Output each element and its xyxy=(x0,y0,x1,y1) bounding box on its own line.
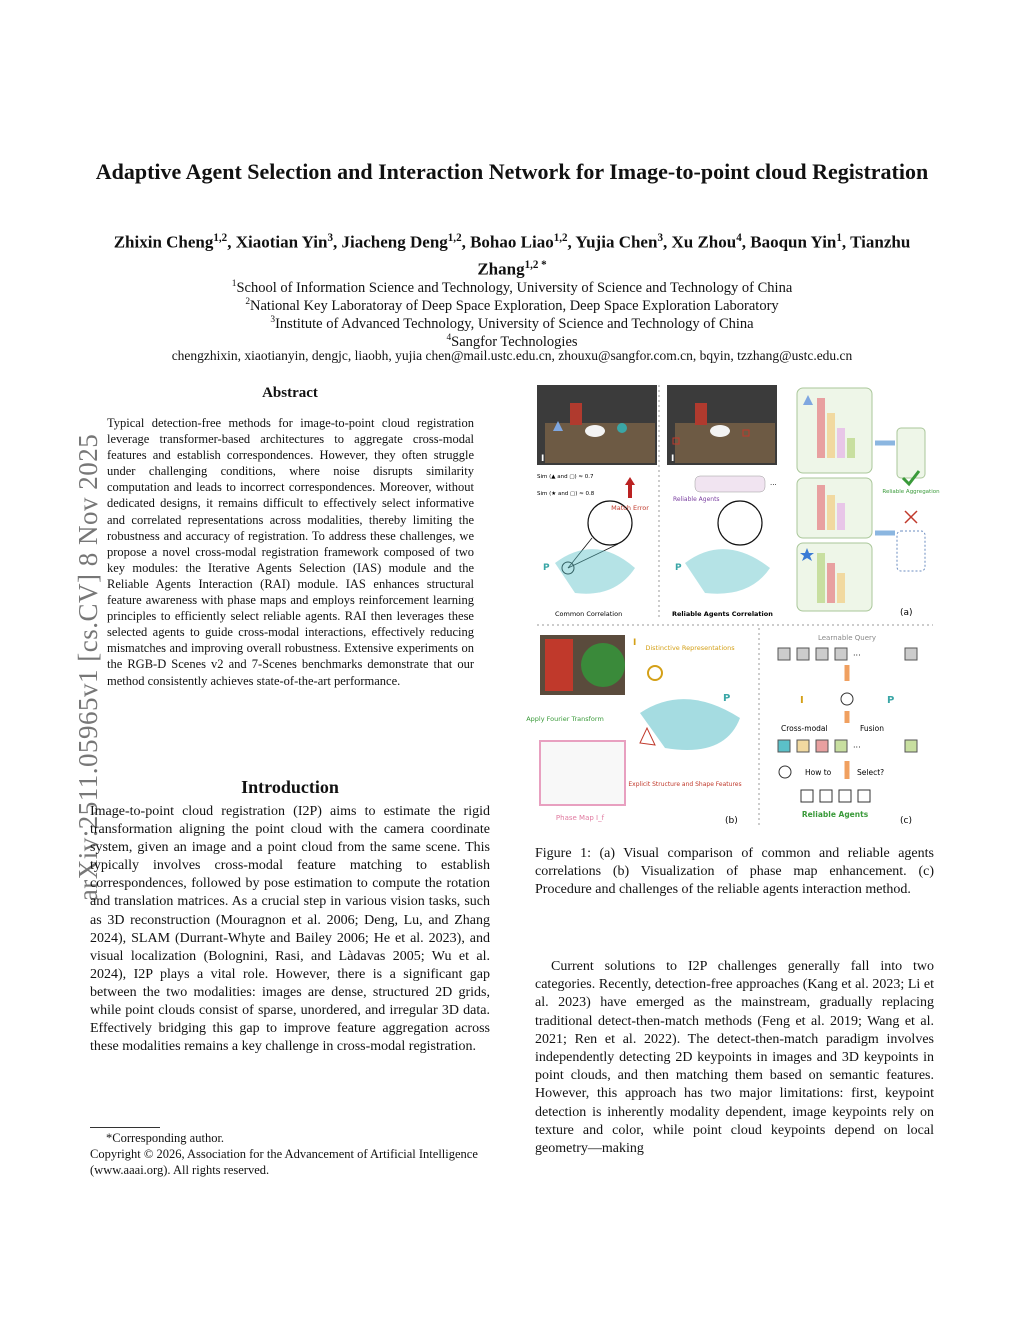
hist-bar xyxy=(827,413,835,458)
arxiv-id: arXiv:2511.05965v1 [cs.CV] 8 Nov 2025 xyxy=(73,433,103,902)
author-aff: 3 xyxy=(327,232,334,244)
affiliation-num: 1 xyxy=(231,279,237,289)
aggregation-box xyxy=(897,428,925,478)
label-reliable-correlation: Reliable Agents Correlation xyxy=(672,610,773,618)
author: Bohao Liao xyxy=(470,232,554,252)
right-column-body: Current solutions to I2P challenges generally fall into two categories. Recently, detection-free approaches (Kang et al. 2023; Li et al. 2023) have emerged as the mainstream, gradually replacing traditional detect-then-match methods (Feng et al. 2019; Wang et al. 2021; Ren et al. 2022). The detect-then-match paradigm involves independently detecting 2D keypoints in images and 3D keypoints in point clouds, and then matching them based on semantic features. However, this approach has two major limitations: first, keypoint detection is inherently modality dependent, image keypoints rely on texture and color, while point cloud keypoints depend on local geometry—making xyxy=(535,959,934,1157)
query-dots: ··· xyxy=(853,651,861,660)
label-a: (a) xyxy=(900,608,913,618)
footnote-corresponding: *Corresponding author. xyxy=(106,1131,225,1145)
author-aff: 1,2 xyxy=(553,232,568,244)
author: Zhixin Cheng xyxy=(113,232,214,252)
introduction-heading: Introduction xyxy=(241,777,339,797)
label-I-c: I xyxy=(800,695,804,706)
zoom-circle-right xyxy=(718,501,762,545)
rejected-box xyxy=(897,531,925,571)
match-error-arrowhead xyxy=(625,477,635,485)
hist-bar xyxy=(847,438,855,458)
author: Baoqun Yin xyxy=(750,232,837,252)
label-sim1: Sim (▲ and ▢) ≈ 0.7 xyxy=(537,474,594,480)
fusion-node xyxy=(841,693,853,705)
abstract-heading: Abstract xyxy=(262,385,318,401)
affiliation-num: 2 xyxy=(245,297,251,307)
author-aff: 4 xyxy=(736,232,742,244)
hist-bar xyxy=(827,495,835,530)
fused-token xyxy=(778,740,790,752)
query-token xyxy=(778,648,790,660)
affiliation-text: Sangfor Technologies xyxy=(451,333,578,350)
point-cloud-right xyxy=(685,549,770,594)
paper-title: Adaptive Agent Selection and Interaction Network for Image-to-point cloud Registration xyxy=(95,159,929,184)
author: Jiacheng Deng xyxy=(341,232,448,252)
agent-pool-dots: ··· xyxy=(770,481,777,489)
author-aff: 1,2 xyxy=(447,232,462,244)
affiliation-text: School of Information Science and Technology, University of Science and Technology of China xyxy=(236,279,793,296)
author-list: Zhixin Cheng$^{1,2}$, Xiaotian Yin$^3$, Jiacheng Deng$^{1,2}$, Bohao Liao$^{1,2}$, Yujia Chen$^3$, Xu Zhou$^4$, Baoqun Yin$^1$, Tianzhu Zhang$^{1,2 *}$ xyxy=(113,232,911,279)
query-token xyxy=(797,648,809,660)
question-icon xyxy=(779,766,791,778)
fused-token xyxy=(835,740,847,752)
cereal-box-right xyxy=(695,403,707,425)
label-match-error: Match Error xyxy=(611,504,649,512)
hist-bar xyxy=(827,563,835,603)
plant xyxy=(581,643,625,687)
fused-dots: ··· xyxy=(853,743,861,752)
author-aff: 1,2 xyxy=(213,232,228,244)
figure-caption: Figure 1: (a) Visual comparison of common and reliable agents correlations (b) Visualization of phase map enhancement. (c) Procedure and challenges of the reliable agents interaction method. xyxy=(535,846,934,898)
label-select: Select? xyxy=(857,768,885,777)
hist-bar xyxy=(817,485,825,530)
cereal-box-left xyxy=(570,403,582,425)
label-I-right: I xyxy=(671,454,675,464)
fused-token xyxy=(905,740,917,752)
hist-bar xyxy=(817,398,825,458)
affiliation-num: 3 xyxy=(270,315,276,325)
reliable-token xyxy=(820,790,832,802)
abstract-body: Typical detection-free methods for image-to-point cloud registration leverage transformer-based architectures to aggregate cross-modal features and establish correspondences. However, they often struggle under challenging conditions, where noise disrupts similarity computation and leads to incorrect correspondences. Moreover, without dedicated designs, it remains difficult to effectively select informative and correlated representations across modalities, thereby limiting the robustness and accuracy of registration. To address these challenges, we propose a novel cross-modal registration framework composed of two key modules: the Iterative Agents Selection (IAS) module and the Reliable Agents Interaction (RAI) module. IAS enhances structural feature awareness with phase maps and employs reinforcement learning principles to efficiently select reliable agents. RAI then leverages these selected agents to guide cross-modal interactions, effectively reducing mismatches and improving overall robustness. Extensive experiments on the RGB-D Scenes v2 and 7-Scenes benchmarks demonstrate that our method consistently achieves state-of-the-art performance. xyxy=(107,416,474,688)
author: Tianzhu Zhang xyxy=(477,232,911,279)
label-reliable-agents: Reliable Agents xyxy=(801,810,869,819)
label-P-b: P xyxy=(723,693,731,704)
agent-pool xyxy=(695,476,765,492)
label-I-b: I xyxy=(633,638,637,648)
footnote xyxy=(90,1130,490,1178)
hist-bar xyxy=(837,573,845,603)
cross-icon xyxy=(905,511,917,523)
hist-bar xyxy=(837,428,845,458)
reliable-token xyxy=(801,790,813,802)
label-how-to: How to xyxy=(805,768,832,777)
point-cloud-left xyxy=(555,549,635,594)
affiliation-text: Institute of Advanced Technology, University of Science and Technology of China xyxy=(275,315,754,332)
label-cross-modal: Cross-modal xyxy=(781,724,828,733)
label-apply-fourier: Apply Fourier Transform xyxy=(526,715,604,723)
label-I-left: I xyxy=(541,454,545,464)
label-reliable-aggregation: Reliable Aggregation xyxy=(882,489,940,495)
point-cloud-b xyxy=(640,699,740,750)
phase-map-image xyxy=(540,741,625,805)
magnifier-icon xyxy=(648,666,662,680)
label-learnable-query: Learnable Query xyxy=(817,634,877,642)
cabinet xyxy=(545,639,573,691)
query-token xyxy=(905,648,917,660)
hist-bar xyxy=(817,553,825,603)
label-fusion: Fusion xyxy=(860,724,884,733)
hist-bar xyxy=(837,503,845,530)
footnote-rule xyxy=(90,1127,160,1128)
bowl-right xyxy=(710,425,730,437)
bowl-left xyxy=(585,425,605,437)
cup-left xyxy=(617,423,627,433)
label-distinctive: Distinctive Representations xyxy=(645,644,735,652)
author: Xu Zhou xyxy=(671,232,737,252)
author-aff: 3 xyxy=(657,232,663,244)
author: Xiaotian Yin xyxy=(235,232,328,252)
fused-token xyxy=(816,740,828,752)
query-token xyxy=(835,648,847,660)
footnote-copyright: Copyright © 2026, Association for the Advancement of Artificial Intelligence (www.aaai.org). All rights reserved. xyxy=(90,1147,478,1177)
affiliation-text: National Key Laboratoray of Deep Space Exploration, Deep Space Exploration Laboratory xyxy=(250,297,779,314)
author-aff: 1,2 * xyxy=(524,258,547,271)
label-sim2: Sim (★ and ▢) ≈ 0.8 xyxy=(537,491,595,497)
query-token xyxy=(816,648,828,660)
figure-1 xyxy=(526,383,940,833)
author: Yujia Chen xyxy=(575,232,658,252)
label-explicit: Explicit Structure and Shape Features xyxy=(628,781,742,788)
author-aff: 1 xyxy=(836,232,842,244)
reliable-token xyxy=(858,790,870,802)
affiliation-num: 4 xyxy=(446,333,452,343)
label-common-correlation: Common Correlation xyxy=(555,610,623,618)
fused-token xyxy=(797,740,809,752)
label-P-left: P xyxy=(543,563,550,573)
reliable-token xyxy=(839,790,851,802)
label-b: (b) xyxy=(725,816,738,826)
label-reliable-agents-small: Reliable Agents xyxy=(673,496,720,503)
label-P-right: P xyxy=(675,563,682,573)
author-emails: chengzhixin, xiaotianyin, dengjc, liaobh, yujia chen@mail.ustc.edu.cn, zhouxu@sangfor.com.cn, bqyin, tzzhang@ustc.edu.cn xyxy=(171,348,853,363)
arxiv-stamp xyxy=(8,380,103,955)
label-c: (c) xyxy=(900,816,912,826)
introduction-body: Image-to-point cloud registration (I2P) aims to estimate the rigid transformation aligning the point cloud with the camera coordinate system, given an image and a point cloud from the same scene. This typically involves cross-modal feature matching to establish correspondences, followed by pose estimation to compute the rotation and translation matrices. As a crucial step in various vision tasks, such as 3D reconstruction (Mouragnon et al. 2006; Deng, Lu, and Zhang 2024), SLAM (Durrant-Whyte and Bailey 2006; He et al. 2023), and visual localization (Bolognini, Rasi, and Làdavas 2005; Wu et al. 2024), I2P plays a vital role. However, there is a significant gap between the two modalities: images are dense, structured 2D grids, while point clouds consist of sparse, unordered, and irregular 3D data. Effectively bridging this gap to improve feature aggregation across these modalities remains a key challenge in cross-modal registration. xyxy=(90,804,490,1055)
label-phase-map: Phase Map I_f xyxy=(555,814,605,822)
label-P-c: P xyxy=(887,695,895,706)
